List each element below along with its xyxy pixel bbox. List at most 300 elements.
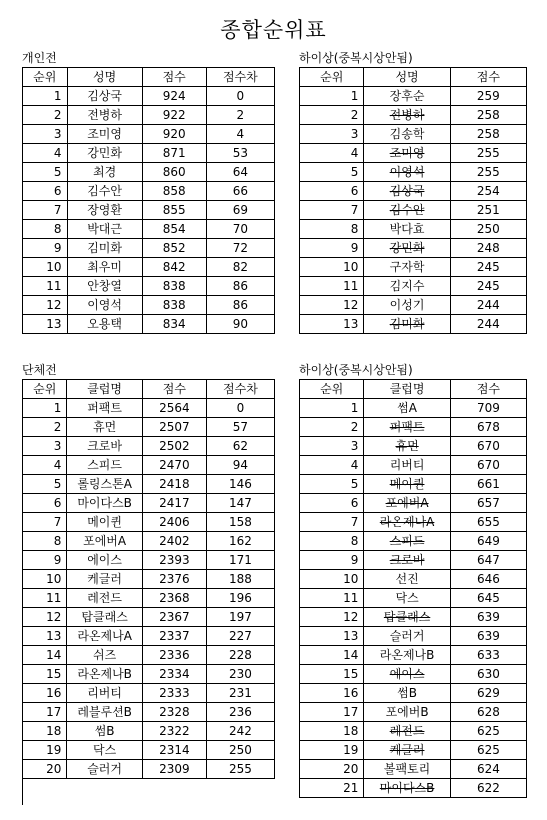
cell-name-text: 썸B [397, 686, 417, 700]
cell-name [67, 722, 142, 741]
cell-name [67, 399, 142, 418]
cell-score-text: 657 [476, 496, 500, 510]
col-header-rank: 순위 [23, 68, 68, 87]
cell-name-text: 이성기 [389, 298, 425, 312]
cell-score [450, 532, 526, 551]
cell-score-text: 670 [476, 439, 500, 453]
cell-score-text: 259 [476, 89, 500, 103]
cell-score-text: 625 [476, 724, 500, 738]
cell-name-text: 크로바 [389, 553, 425, 567]
cell-diff [206, 239, 274, 258]
cell-diff [206, 703, 274, 722]
table-row [300, 296, 527, 315]
cell-name [67, 589, 142, 608]
cell-score [450, 722, 526, 741]
cell-rank [300, 589, 364, 608]
cell-rank-text: 1 [350, 89, 359, 103]
cell-rank [300, 456, 364, 475]
cell-rank [23, 399, 67, 418]
cell-name [67, 551, 142, 570]
cell-name-text: 안창열 [87, 279, 122, 293]
cell-diff-text: 242 [228, 724, 252, 738]
cell-score [142, 532, 206, 551]
cell-rank [300, 532, 364, 551]
col-header-name: 성명 [67, 68, 142, 87]
cell-score [142, 437, 206, 456]
cell-score-text: 629 [476, 686, 500, 700]
cell-score [450, 741, 526, 760]
cell-score [450, 684, 526, 703]
table-row [23, 475, 275, 494]
cell-rank [300, 684, 364, 703]
cell-diff-text: 188 [228, 572, 252, 586]
cell-name [364, 277, 450, 296]
cell-name-text: 메이퀸 [87, 515, 122, 529]
team-table [22, 379, 275, 779]
cell-score [142, 201, 206, 220]
cell-score [450, 144, 526, 163]
cell-score [450, 475, 526, 494]
cell-rank [300, 418, 364, 437]
cell-score [142, 665, 206, 684]
cell-score [142, 684, 206, 703]
cell-diff-text: 158 [228, 515, 252, 529]
cell-name [67, 475, 142, 494]
cell-rank [23, 475, 67, 494]
cell-rank-text: 6 [350, 184, 359, 198]
cell-diff [206, 125, 274, 144]
team-high-table-body [300, 399, 527, 798]
cell-name-text: 쉬즈 [93, 648, 117, 662]
cell-score [142, 239, 206, 258]
cell-name [364, 665, 450, 684]
cell-score [142, 627, 206, 646]
table-row [23, 741, 275, 760]
cell-score-text: 248 [476, 241, 500, 255]
cell-score [142, 125, 206, 144]
cell-rank-text: 4 [53, 458, 62, 472]
cell-score-text: 678 [476, 420, 500, 434]
cell-rank-text: 11 [46, 279, 62, 293]
cell-score-text: 670 [476, 458, 500, 472]
cell-name [364, 646, 450, 665]
cell-score-text: 920 [162, 127, 186, 141]
cell-rank [23, 722, 67, 741]
cell-score-text: 2334 [159, 667, 190, 681]
cell-name [67, 494, 142, 513]
cell-diff [206, 418, 274, 437]
cell-score-text: 250 [476, 222, 500, 236]
cell-diff-text: 197 [228, 610, 252, 624]
cell-score-text: 647 [476, 553, 500, 567]
table-header-row [23, 68, 275, 87]
cell-rank-text: 18 [343, 724, 359, 738]
cell-name [364, 106, 450, 125]
cell-score-text: 639 [476, 610, 500, 624]
col-header-club: 클럽명 [67, 380, 142, 399]
cell-score-text: 860 [162, 165, 186, 179]
cell-name [67, 144, 142, 163]
cell-diff-text: 146 [228, 477, 252, 491]
table-row [300, 456, 527, 475]
cell-name [364, 741, 450, 760]
cell-name-text: 김지수 [389, 279, 425, 293]
cell-score [142, 494, 206, 513]
cell-score [142, 608, 206, 627]
cell-score-text: 2418 [159, 477, 190, 491]
cell-name [364, 456, 450, 475]
cell-rank [300, 182, 364, 201]
cell-rank-text: 12 [343, 610, 359, 624]
cell-name-text: 김수안 [87, 184, 122, 198]
cell-rank [23, 570, 67, 589]
cell-diff [206, 589, 274, 608]
table-row [23, 627, 275, 646]
cell-diff-text: 86 [232, 298, 248, 312]
table-row [23, 399, 275, 418]
cell-rank-text: 7 [350, 515, 359, 529]
table-row [300, 532, 527, 551]
cell-rank-text: 7 [53, 203, 62, 217]
cell-name-text: 닥스 [93, 743, 117, 757]
cell-name-text: 오용택 [87, 317, 122, 331]
cell-rank-text: 14 [343, 648, 359, 662]
cell-name [364, 494, 450, 513]
cell-rank-text: 9 [350, 553, 359, 567]
cell-score-text: 2337 [159, 629, 190, 643]
cell-score [450, 106, 526, 125]
cell-name [364, 220, 450, 239]
cell-score-text: 245 [476, 260, 500, 274]
cell-name [364, 703, 450, 722]
cell-score-text: 924 [162, 89, 186, 103]
cell-name [364, 532, 450, 551]
cell-name-text: 장영환 [87, 203, 122, 217]
cell-rank-text: 9 [53, 553, 62, 567]
cell-rank [23, 125, 68, 144]
col-header-diff: 점수차 [206, 68, 274, 87]
table-row [300, 437, 527, 456]
cell-name [67, 296, 142, 315]
cell-rank-text: 3 [53, 439, 62, 453]
cell-name [364, 570, 450, 589]
cell-name-text: 전병하 [87, 108, 122, 122]
cell-name [67, 220, 142, 239]
cell-score [142, 513, 206, 532]
cell-rank-text: 19 [46, 743, 62, 757]
cell-rank [23, 163, 68, 182]
cell-score [450, 163, 526, 182]
cell-rank [300, 513, 364, 532]
cell-name-text: 에이스 [389, 667, 425, 681]
cell-diff-text: 147 [228, 496, 252, 510]
cell-diff-text: 53 [232, 146, 248, 160]
cell-score [450, 182, 526, 201]
cell-rank [300, 551, 364, 570]
table-row [300, 703, 527, 722]
table-row [23, 182, 275, 201]
table-row [23, 106, 275, 125]
cell-score-text: 633 [476, 648, 500, 662]
col-header-name: 성명 [364, 68, 450, 87]
cell-rank-text: 9 [350, 241, 359, 255]
cell-score [450, 589, 526, 608]
cell-diff [206, 646, 274, 665]
cell-diff [206, 163, 274, 182]
cell-rank [23, 646, 67, 665]
cell-rank-text: 10 [46, 260, 62, 274]
cell-score-text: 2502 [159, 439, 190, 453]
table-row [23, 277, 275, 296]
cell-rank [23, 665, 67, 684]
cell-score [450, 239, 526, 258]
cell-name [364, 87, 450, 106]
cell-name-text: 리버티 [87, 686, 122, 700]
table-row [23, 220, 275, 239]
table-row [23, 437, 275, 456]
cell-score [142, 456, 206, 475]
cell-score [142, 475, 206, 494]
cell-rank-text: 11 [343, 591, 359, 605]
table-row [300, 589, 527, 608]
cell-name-text: 포에버A [83, 534, 127, 548]
col-header-rank: 순위 [23, 380, 67, 399]
cell-rank-text: 20 [343, 762, 359, 776]
table-row [23, 201, 275, 220]
cell-name [364, 418, 450, 437]
cell-score-text: 922 [162, 108, 186, 122]
cell-score-text: 709 [476, 401, 500, 415]
cell-score [450, 779, 526, 798]
cell-score-text: 2368 [159, 591, 190, 605]
table-row [300, 779, 527, 798]
cell-name [364, 589, 450, 608]
cell-rank-text: 5 [53, 165, 62, 179]
cell-rank [300, 106, 364, 125]
cell-name-text: 썸B [94, 724, 115, 738]
cell-score-text: 834 [162, 317, 186, 331]
cell-score-text: 258 [476, 127, 500, 141]
individual-high-section-title: 하이상(중복시상안됨) [299, 51, 413, 65]
cell-score [450, 258, 526, 277]
cell-name [364, 722, 450, 741]
cell-name [67, 87, 142, 106]
table-row [300, 646, 527, 665]
cell-rank-text: 8 [53, 534, 62, 548]
cell-name [67, 437, 142, 456]
cell-name-text: 탑클래스 [81, 610, 128, 624]
cell-name [364, 437, 450, 456]
cell-diff [206, 106, 274, 125]
cell-score [450, 551, 526, 570]
cell-name-text: 김수안 [389, 203, 425, 217]
cell-diff-text: 86 [232, 279, 248, 293]
cell-score [450, 125, 526, 144]
col-header-score: 점수 [450, 68, 526, 87]
cell-name-text: 썸A [397, 401, 417, 415]
cell-score-text: 2402 [159, 534, 190, 548]
cell-name-text: 조미영 [389, 146, 425, 160]
cell-rank [23, 532, 67, 551]
cell-rank-text: 3 [350, 127, 359, 141]
cell-name-text: 강민화 [389, 241, 425, 255]
cell-name-text: 최우미 [87, 260, 122, 274]
cell-rank [300, 220, 364, 239]
cell-rank-text: 13 [343, 629, 359, 643]
table-row [23, 239, 275, 258]
cell-rank [300, 144, 364, 163]
cell-name [364, 296, 450, 315]
cell-score-text: 655 [476, 515, 500, 529]
table-row [300, 418, 527, 437]
cell-rank-text: 7 [350, 203, 359, 217]
cell-name-text: 조미영 [87, 127, 122, 141]
cell-score [450, 608, 526, 627]
table-row [300, 494, 527, 513]
cell-score-text: 244 [476, 317, 500, 331]
cell-score [450, 296, 526, 315]
cell-rank-text: 15 [46, 667, 62, 681]
cell-diff [206, 722, 274, 741]
cell-rank-text: 19 [343, 743, 359, 757]
cell-score-text: 2336 [159, 648, 190, 662]
table-header-row [300, 380, 527, 399]
cell-diff [206, 277, 274, 296]
cell-name-text: 이영석 [87, 298, 122, 312]
cell-score [142, 551, 206, 570]
cell-score [450, 87, 526, 106]
table-row [23, 684, 275, 703]
cell-diff-text: 196 [228, 591, 252, 605]
cell-score [142, 589, 206, 608]
table-row [300, 513, 527, 532]
cell-rank-text: 13 [46, 629, 62, 643]
cell-diff [206, 570, 274, 589]
cell-score-text: 255 [476, 165, 500, 179]
cell-score [450, 399, 526, 418]
cell-name-text: 김상국 [389, 184, 425, 198]
table-row [300, 201, 527, 220]
cell-diff-text: 236 [228, 705, 252, 719]
cell-rank-text: 5 [350, 165, 359, 179]
table-row [300, 741, 527, 760]
cell-name-text: 레전드 [87, 591, 122, 605]
cell-score-text: 858 [162, 184, 186, 198]
cell-score [450, 570, 526, 589]
cell-name-text: 김미화 [87, 241, 122, 255]
team-section-title: 단체전 [22, 363, 57, 377]
cell-name [364, 239, 450, 258]
table-row [23, 608, 275, 627]
table-row [23, 125, 275, 144]
cell-diff-text: 69 [232, 203, 248, 217]
cell-rank-text: 6 [350, 496, 359, 510]
cell-diff-text: 0 [236, 401, 245, 415]
col-header-score: 점수 [450, 380, 526, 399]
cell-score-text: 2564 [159, 401, 190, 415]
cell-rank [23, 258, 68, 277]
cell-name [67, 163, 142, 182]
table-row [23, 258, 275, 277]
individual-table [22, 67, 275, 334]
table-row [23, 456, 275, 475]
cell-diff [206, 741, 274, 760]
cell-rank-text: 14 [46, 648, 62, 662]
cell-name [364, 475, 450, 494]
cell-score-text: 639 [476, 629, 500, 643]
cell-score-text: 254 [476, 184, 500, 198]
cell-rank-text: 5 [350, 477, 359, 491]
cell-score [450, 665, 526, 684]
cell-name-text: 포에버A [385, 496, 429, 510]
cell-name-text: 크로바 [87, 439, 122, 453]
page-title: 종합순위표 [220, 18, 327, 42]
cell-score [142, 741, 206, 760]
cell-rank-text: 17 [46, 705, 62, 719]
cell-name-text: 마이다스B [77, 496, 132, 510]
cell-score-text: 2406 [159, 515, 190, 529]
table-header-row [23, 380, 275, 399]
cell-score [142, 722, 206, 741]
cell-name [67, 684, 142, 703]
cell-rank [23, 608, 67, 627]
cell-name-text: 휴먼 [395, 439, 419, 453]
cell-name-text: 메이퀸 [389, 477, 425, 491]
cell-score [450, 513, 526, 532]
cell-diff-text: 162 [228, 534, 252, 548]
table-row [300, 475, 527, 494]
cell-score-text: 645 [476, 591, 500, 605]
cell-score-text: 2507 [159, 420, 190, 434]
col-header-rank: 순위 [300, 68, 364, 87]
cell-score-text: 625 [476, 743, 500, 757]
cell-rank-text: 11 [343, 279, 359, 293]
col-header-score: 점수 [142, 380, 206, 399]
cell-name [364, 315, 450, 334]
table-row [23, 532, 275, 551]
cell-score-text: 630 [476, 667, 500, 681]
cell-diff-text: 230 [228, 667, 252, 681]
cell-score-text: 2314 [159, 743, 190, 757]
table-row [300, 239, 527, 258]
cell-name [364, 779, 450, 798]
table-row [300, 722, 527, 741]
cell-score [142, 182, 206, 201]
cell-rank-text: 2 [53, 108, 62, 122]
cell-score [450, 760, 526, 779]
cell-name [364, 144, 450, 163]
cell-score-text: 2328 [159, 705, 190, 719]
team-high-table [299, 379, 527, 798]
cell-score [142, 87, 206, 106]
cell-rank [300, 258, 364, 277]
cell-rank [23, 315, 68, 334]
cell-score-text: 855 [162, 203, 186, 217]
cell-score-text: 854 [162, 222, 186, 236]
cell-rank [300, 741, 364, 760]
cell-rank [23, 418, 67, 437]
cell-score-text: 258 [476, 108, 500, 122]
cell-score-text: 2470 [159, 458, 190, 472]
cell-diff [206, 182, 274, 201]
cell-score-text: 852 [162, 241, 186, 255]
cell-diff-text: 70 [232, 222, 248, 236]
table-row [300, 163, 527, 182]
cell-name-text: 최경 [92, 165, 117, 179]
cell-rank-text: 17 [343, 705, 359, 719]
table-row [300, 684, 527, 703]
table-row [23, 760, 275, 779]
